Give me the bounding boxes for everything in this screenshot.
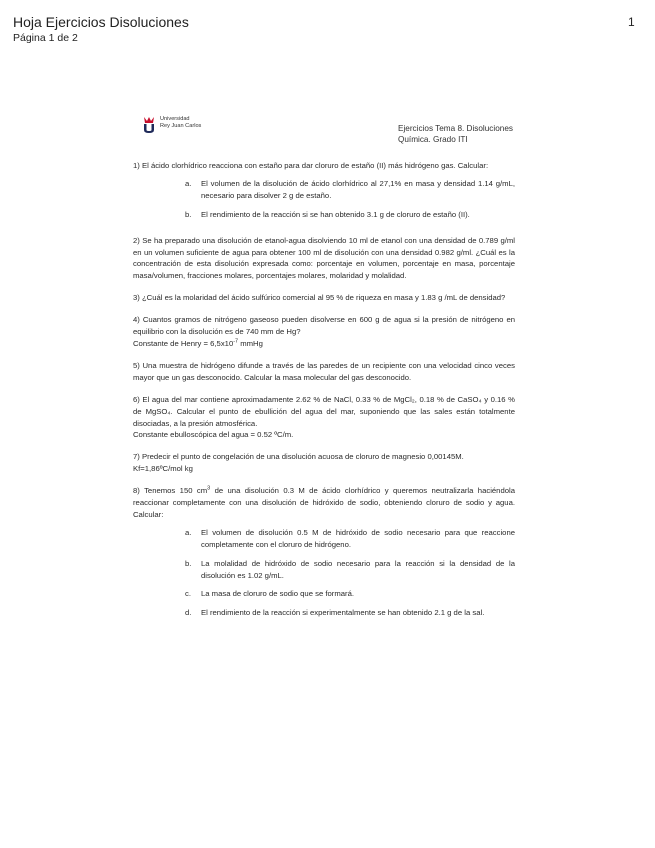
henry-constant: Constante de Henry = $6,5x10^{-7}$ mmHg: [133, 338, 263, 348]
header-line-2: Química. Grado ITI: [398, 135, 468, 144]
list-item: c. La masa de cloruro de sodio que se formará.: [185, 589, 354, 599]
exercise-3: 3) ¿Cuál es la molaridad del ácido sulfúrico comercial al 95 % de riqueza en masa y 1.83 g /mL de densidad?: [133, 293, 506, 303]
header-line-1: Ejercicios Tema 8. Disoluciones: [398, 124, 513, 133]
document-title: Hoja Ejercicios Disoluciones: [13, 14, 189, 30]
ebulloscopic-constant: Constante ebulloscópica del agua = 0.52 ºC/m.: [133, 430, 294, 440]
logo-line-1: Universidad: [160, 116, 190, 122]
exercise-8: [133, 485, 515, 619]
page-indicator: Página 1 de 2: [13, 32, 78, 44]
exercise-4: [133, 314, 515, 350]
list-item: a. El volumen de disolución 0.5 M de hidróxido de sodio necesario para que reaccione completamente con el cloruro de hidrógeno.: [185, 527, 515, 549]
exercise-1-text: 1) El ácido clorhídrico reacciona con estaño para dar cloruro de estaño (II) más hidrógeno gas. Calcular:: [133, 161, 489, 170]
list-item: a. El volumen de la disolución de ácido clorhídrico al 27,1% en masa y densidad 1.14 g/mL, necesario para disolver 2 g de estaño.: [185, 178, 515, 200]
exercise-6-text: 6) El agua del mar contiene aproximadamente 2.62 % de NaCl, 0.33 % de MgCl₂, 0.18 % de CaSO₄ y 0.16 % de MgSO₄. Calcular el punto de ebullición del agua del mar, suponiendo que las sales están totalmente disociadas, a la presión atmosférica.: [133, 394, 515, 428]
exercise-5: 5) Una muestra de hidrógeno difunde a través de las paredes de un recipiente con una velocidad cinco veces mayor que un gas desconocido. Calcular la masa molecular del gas desconocido.: [133, 360, 515, 382]
list-item: d. El rendimiento de la reacción si experimentalmente se han obtenido 2.1 g de la sal.: [185, 608, 485, 618]
exercise-7-text: 7) Predecir el punto de congelación de una disolución acuosa de cloruro de magnesio 0,00145M.: [133, 452, 464, 462]
list-item: b. La molalidad de hidróxido de sodio necesario para la reacción si la densidad de la disolución es 1.02 g/mL.: [185, 558, 515, 580]
exercise-6: [133, 394, 515, 442]
exercise-1: [133, 160, 515, 221]
exercise-list: [133, 160, 515, 626]
exercise-8-items: [185, 527, 515, 619]
exercise-8-text: 8) Tenemos 150 $cm^3$ de una disolución 0.3 M de ácido clorhídrico y queremos neutralizarla haciéndola reaccionar completamente con una disolución de hidróxido de sodio, obteniendo cloruro de sodio y agua. Calcular:: [133, 485, 515, 519]
list-item: b. El rendimiento de la reacción si se han obtenido 3.1 g de cloruro de estaño (II).: [185, 209, 470, 219]
cryoscopic-constant: Kf=1,86ºC/mol kg: [133, 464, 193, 474]
logo-line-2: Rey Juan Carlos: [160, 123, 202, 129]
urjc-logo-icon: [142, 116, 156, 134]
exercise-2: 2) Se ha preparado una disolución de etanol-agua disolviendo 10 ml de etanol con una densidad de 0.789 g/ml en un volumen suficiente de agua para obtener 100 ml de disolución con una densidad 0.982 g/ml. ¿Cuál es la concentración de esta disolución expresada como: porcentaje en volumen, porcentaje en masa, porcentaje masa/volumen, fracciones molares, porcentajes molares, molaridad y molalidad.: [133, 235, 515, 281]
page-number: 1: [628, 15, 635, 29]
document-header: [398, 123, 513, 145]
exercise-4-text: 4) Cuantos gramos de nitrógeno gaseoso pueden disolverse en 600 g de agua si la presión de nitrógeno en equilibrio con la disolución es de 740 mm de Hg?: [133, 315, 515, 337]
exercise-1-items: [185, 178, 515, 221]
university-logo: [142, 116, 201, 134]
exercise-7: [133, 451, 515, 475]
